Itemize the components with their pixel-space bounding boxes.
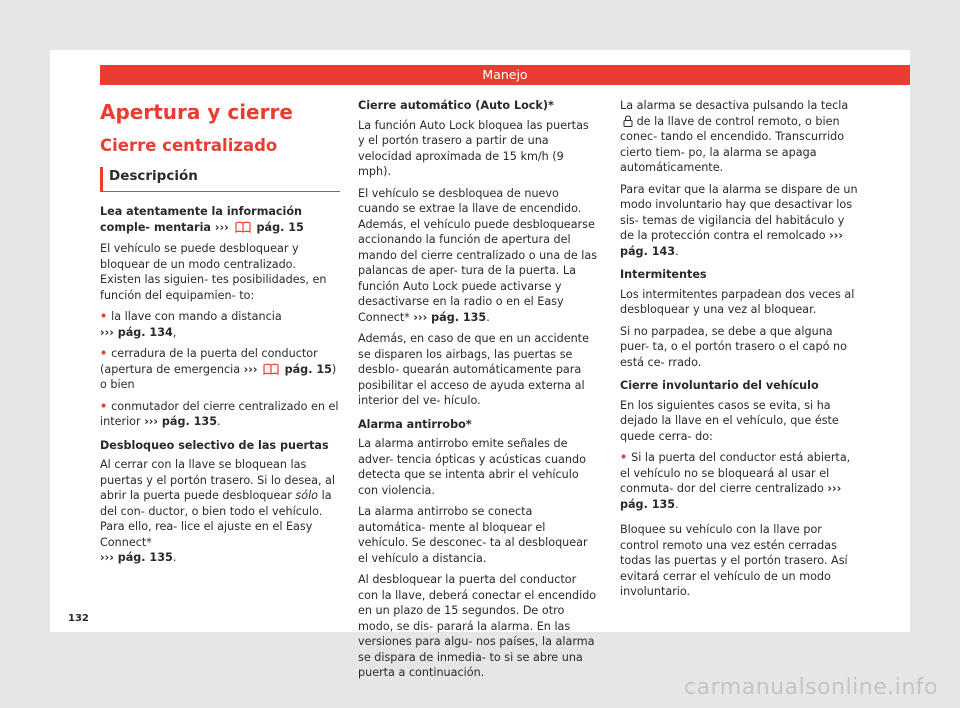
heading-turn-signals: Intermitentes [620,268,707,281]
bullet-dot-icon: • [100,310,108,323]
alarm-paragraph-1: La alarma antirrobo emite señales de adver- tencia ópticas y acústicas cuando detecta que se intenta abrir el vehículo con violencia. [358,437,586,497]
auto-lock-paragraph-3: Además, en caso de que en un accidente se disparen los airbags, las puertas se desblo- quearán automáticamente para posibilitar el acceso de ayuda externa al interior del ve- hículo. [358,332,589,407]
page-link[interactable]: ››› pág. 135 [144,415,217,428]
heading-alarm: Alarma antirrobo* [358,417,472,431]
lead-paragraph [100,204,340,235]
page-number: 132 [68,613,89,624]
book-reference-icon [235,221,251,233]
page-link[interactable]: ››› pág. 135 [100,551,173,564]
heading-involuntary-lock: Cierre involuntario del vehículo [620,379,819,392]
heading-auto-lock: Cierre automático (Auto Lock)* [358,99,554,112]
column-1 [100,98,340,572]
subsection-title: Descripción [100,167,340,192]
list-item: • la llave con mando a distancia ››› pág. 134, [100,310,282,339]
lead-arrows: ››› [214,220,229,234]
page-link[interactable]: ››› pág. 135 [620,482,842,511]
chapter-title: Apertura y cierre [100,100,293,124]
alarm-paragraph-2: La alarma antirrobo se conecta automática- mente al bloquear el vehículo. Se desconec- ta al desbloquear el vehículo a distancia. [358,505,588,565]
involuntary-lock-advice: Bloquee su vehículo con la llave por control remoto una vez estén cerradas todas las puertas y el portón trasero. Así evitará cerrar el vehículo de un modo involuntario. [620,523,848,598]
alarm-avoid-paragraph: Para evitar que la alarma se dispare de un modo involuntario hay que desactivar los sis- temas de vigilancia del habitáculo y de la protección contra el remolcado ››› pág. 143. [620,182,858,258]
bullet-dot-icon: • [100,347,108,360]
lead-text: Lea atentamente la información comple- mentaria [100,205,303,234]
list-item: • conmutador del cierre centralizado en el interior ››› pág. 135. [100,399,339,428]
turn-signals-paragraph-1: Los intermitentes parpadean dos veces al desbloquear y una vez al bloquear. [620,287,855,316]
lock-key-button-icon [623,115,633,127]
section-header-bar: Manejo [100,65,910,85]
list-item: • cerradura de la puerta del conductor (apertura de emergencia ››› pág. 15) o bien [100,347,337,391]
list-item: • Si la puerta del conductor está abierta, el vehículo no se bloqueará al usar el conmuta- dor del cierre centralizado ››› pág. 135. [620,451,851,511]
turn-signals-paragraph-2: Si no parpadea, se debe a que alguna puer- ta, o el portón trasero o el capó no está ce- rrado. [620,324,847,369]
intro-paragraph: El vehículo se puede desbloquear y bloquear de un modo centralizado. Existen las siguien- tes posibilidades, en función del equipamien- to: [100,242,327,302]
heading-selective-unlock: Desbloqueo selectivo de las puertas [100,438,329,452]
page-link[interactable]: pág. 15 [284,362,332,376]
bullet-dot-icon: • [100,399,108,413]
page-link[interactable]: ››› pág. 134 [100,325,173,339]
page-link[interactable]: ››› pág. 143 [620,229,844,258]
alarm-off-paragraph: La alarma se desactiva pulsando la tecla de la llave de control remoto, o bien conec- tando el encendido. Transcurrido cierto tiem- po, la alarma se apaga automáticamente. [620,99,849,174]
page-link[interactable]: ››› pág. 135 [413,310,487,324]
section-title: Cierre centralizado [100,136,278,155]
column-2 [358,98,598,687]
auto-lock-paragraph-1: La función Auto Lock bloquea las puertas y el portón trasero a partir de una velocidad aproximada de 15 km/h (9 mph). [358,118,589,178]
alarm-paragraph-3: Al desbloquear la puerta del conductor con la llave, deberá conectar el encendido en un plazo de 15 segundos. De otro modo, se dis- parará la alarma. En las versiones para algu- nos países, la alarma se dispara de inmedia- to si se abre una puerta a continuación. [358,573,597,679]
auto-lock-paragraph-2: El vehículo se desbloquea de nuevo cuando se extrae la llave de encendido. Además, el vehículo puede desbloquearse accionando la función de apertura del mando del cierre centralizado o una de las palancas de aper- tura de la puerta. La función Auto Lock puede activarse y desactivarse en la radio o en el Easy Connect* ››› pág. 135. [358,186,598,324]
selective-unlock-paragraph: Al cerrar con la llave se bloquean las puertas y el portón trasero. Si lo desea, al abrir la puerta puede desbloquear sólo la del con- ductor, o bien todo el vehículo. Para ello, rea- lice el ajuste en el Easy Connect* ››› pág. 135. [100,458,336,564]
bullet-dot-icon: • [620,451,628,464]
lead-page-link[interactable]: pág. 15 [256,220,304,234]
involuntary-lock-paragraph: En los siguientes casos se evita, si ha dejado la llave en el vehículo, que éste quede cerra- do: [620,398,839,443]
book-reference-icon [263,363,279,375]
column-3 [620,98,860,606]
watermark: carmanualsonline.info [684,675,938,700]
manual-page [50,50,910,679]
